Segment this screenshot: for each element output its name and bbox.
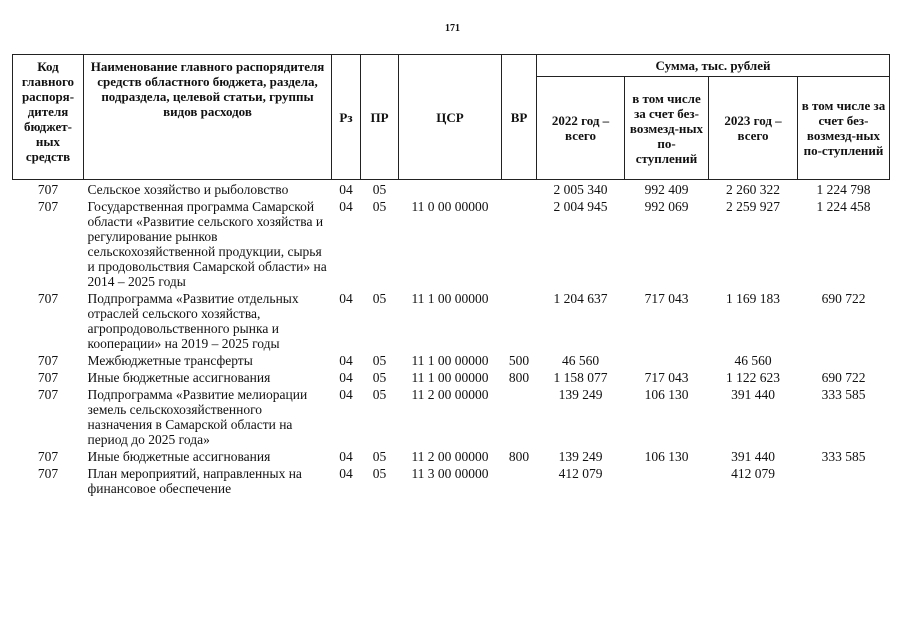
cell-pr: 05 (372, 370, 387, 385)
cell-pr: 05 (372, 466, 387, 481)
cell-2023-free (798, 352, 890, 369)
table-row (13, 386, 890, 448)
cell-csr: 11 1 00 00000 (411, 291, 489, 306)
cell-name: Иные бюджетные ассигнования (87, 449, 271, 464)
cell-vr: 800 (508, 370, 530, 385)
cell-2022-total: 1 204 637 (553, 291, 608, 306)
cell-rz: 04 (339, 291, 353, 306)
cell-name: Подпрограмма «Развитие мелиорации земель сельскохозяйственного назначения в Самарской области на период до 2025 года» (87, 387, 308, 447)
cell-2023-total: 46 560 (734, 353, 772, 368)
cell-pr: 05 (372, 387, 387, 402)
cell-2022-total: 2 004 945 (553, 199, 608, 214)
cell-vr (502, 465, 537, 497)
cell-2023-total: 391 440 (731, 387, 775, 402)
page-number: 171 (445, 23, 460, 34)
cell-code: 707 (37, 370, 59, 385)
cell-2023-total: 391 440 (731, 449, 775, 464)
cell-vr (502, 180, 537, 199)
table-row (13, 198, 890, 290)
cell-name: Межбюджетные трансферты (87, 353, 253, 368)
header-2022-free: в том числе за счет без-возмезд-ных по-ступлений (625, 77, 709, 180)
cell-2023-free: 333 585 (821, 387, 866, 402)
cell-name: Подпрограмма «Развитие отдельных отраслей сельского хозяйства, агропродовольственного рынка и кооперации» на 2019 – 2025 годы (87, 291, 299, 351)
cell-csr: 11 1 00 00000 (411, 353, 489, 368)
cell-2022-free: 106 130 (644, 387, 689, 402)
cell-2023-total: 1 169 183 (726, 291, 780, 306)
cell-code: 707 (37, 449, 59, 464)
cell-vr: 500 (508, 353, 530, 368)
cell-2022-total: 139 249 (558, 449, 603, 464)
cell-2022-total: 46 560 (561, 353, 600, 368)
cell-csr: 11 1 00 00000 (411, 370, 489, 385)
cell-2022-total: 412 079 (558, 466, 603, 481)
cell-2022-free: 992 409 (644, 182, 689, 197)
cell-2022-free: 717 043 (644, 370, 689, 385)
header-rz: Рз (332, 55, 361, 180)
cell-code: 707 (37, 291, 59, 306)
table-body (13, 180, 890, 498)
cell-2023-total: 2 260 322 (726, 182, 780, 197)
cell-csr: 11 2 00 00000 (411, 387, 489, 402)
cell-name: Государственная программа Самарской области «Развитие сельского хозяйства и регулирование рынков сельскохозяйственной продукции, сырья и продовольствия Самарской области» на 2014 – 2025 годы (87, 199, 327, 289)
cell-pr: 05 (372, 353, 387, 368)
cell-2022-total: 1 158 077 (553, 370, 608, 385)
cell-name: Иные бюджетные ассигнования (87, 370, 271, 385)
cell-csr (399, 180, 502, 199)
cell-2023-total: 2 259 927 (726, 199, 780, 214)
cell-code: 707 (37, 353, 59, 368)
cell-2022-free (625, 352, 709, 369)
cell-rz: 04 (339, 449, 353, 464)
cell-vr (502, 386, 537, 448)
header-2023-free: в том числе за счет без-возмезд-ных по-ступлений (798, 77, 890, 180)
cell-2023-free: 690 722 (821, 291, 866, 306)
cell-vr: 800 (508, 449, 530, 464)
table-row (13, 369, 890, 386)
cell-pr: 05 (372, 291, 387, 306)
cell-2023-free (798, 465, 890, 497)
cell-code: 707 (37, 199, 59, 214)
header-name: Наименование главного распорядителя средств областного бюджета, раздела, подраздела, целевой статьи, группы видов расходов (84, 55, 332, 180)
cell-rz: 04 (339, 182, 353, 197)
cell-name: Сельское хозяйство и рыболовство (87, 182, 289, 197)
cell-code: 707 (37, 387, 59, 402)
table-row (13, 352, 890, 369)
header-code: Код главного распоря-дителя бюджет-ных средств (13, 55, 84, 180)
header-2023-total: 2023 год – всего (709, 77, 798, 180)
cell-2023-free: 690 722 (821, 370, 866, 385)
cell-csr: 11 3 00 00000 (411, 466, 489, 481)
cell-rz: 04 (339, 199, 353, 214)
cell-rz: 04 (339, 353, 353, 368)
cell-code: 707 (37, 466, 59, 481)
header-sum-group: Сумма, тыс. рублей (537, 55, 890, 77)
cell-2023-total: 1 122 623 (726, 370, 780, 385)
cell-rz: 04 (339, 370, 353, 385)
cell-code: 707 (37, 182, 59, 197)
cell-2022-free: 106 130 (644, 449, 689, 464)
table-row (13, 290, 890, 352)
header-vr: ВР (502, 55, 537, 180)
cell-csr: 11 2 00 00000 (411, 449, 489, 464)
header-pr: ПР (361, 55, 399, 180)
cell-2022-free: 717 043 (644, 291, 689, 306)
cell-vr (502, 290, 537, 352)
cell-pr: 05 (372, 182, 387, 197)
header-csr: ЦСР (399, 55, 502, 180)
cell-vr (502, 198, 537, 290)
cell-name: План мероприятий, направленных на финансовое обеспечение (87, 466, 302, 496)
cell-rz: 04 (339, 387, 353, 402)
cell-2023-free: 1 224 458 (816, 199, 871, 214)
cell-rz: 04 (339, 466, 353, 481)
cell-pr: 05 (372, 199, 387, 214)
header-2022-total: 2022 год – всего (537, 77, 625, 180)
cell-2022-total: 2 005 340 (553, 182, 608, 197)
cell-2023-free: 1 224 798 (816, 182, 871, 197)
cell-csr: 11 0 00 00000 (411, 199, 489, 214)
cell-pr: 05 (372, 449, 387, 464)
table-row (13, 180, 890, 199)
cell-2023-free: 333 585 (821, 449, 866, 464)
cell-2022-free (625, 465, 709, 497)
cell-2022-total: 139 249 (558, 387, 603, 402)
cell-2022-free: 992 069 (644, 199, 689, 214)
budget-table (12, 54, 890, 497)
table-row (13, 465, 890, 497)
table-row (13, 448, 890, 465)
cell-2023-total: 412 079 (731, 466, 775, 481)
